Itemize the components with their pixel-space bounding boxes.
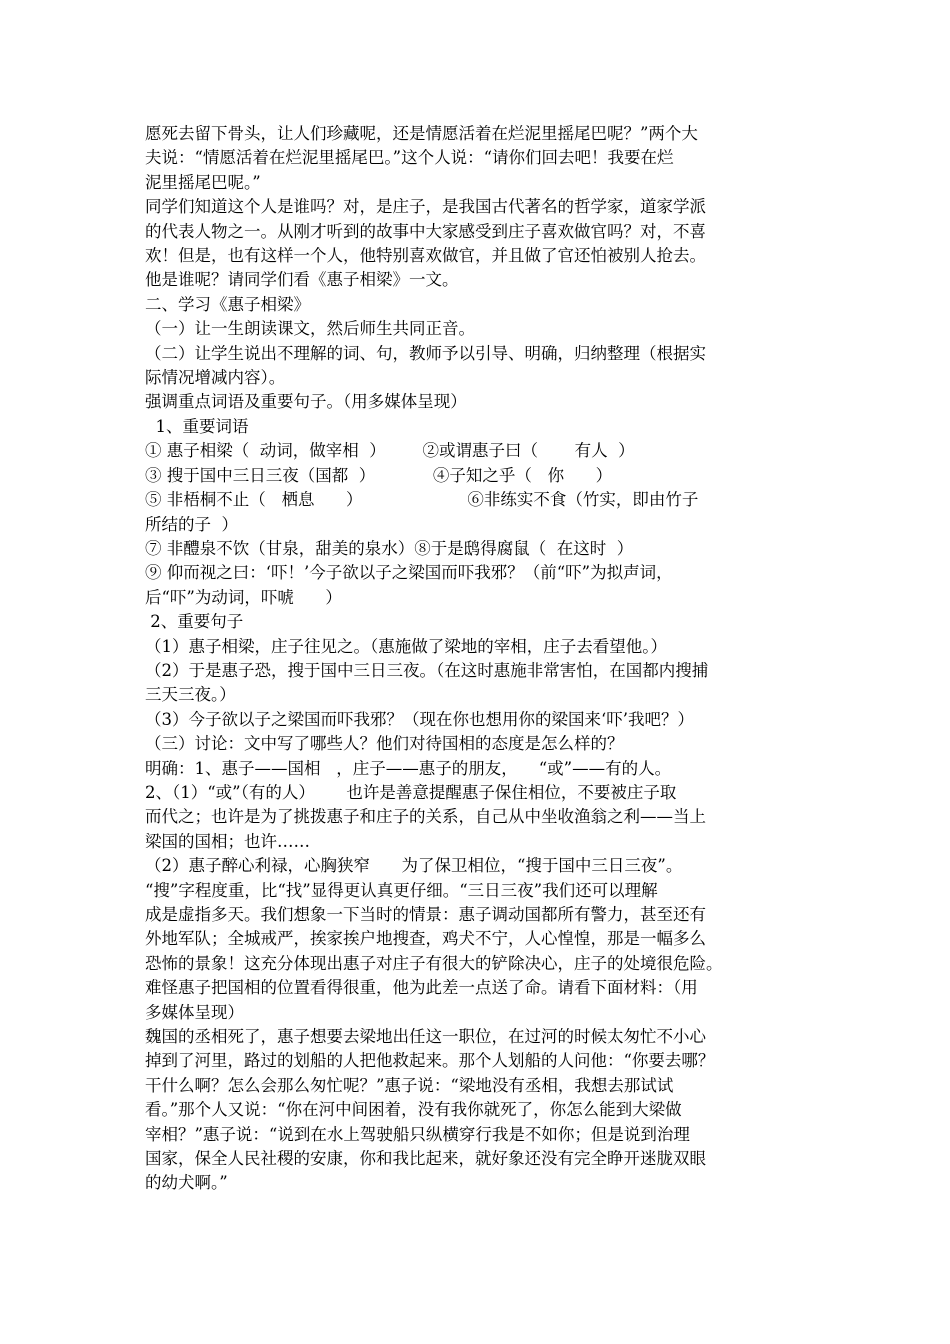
document-body [145,122,810,1196]
text-line: 难怪惠子把国相的位置看得很重，他为此差一点送了命。请看下面材料：（用 [145,978,698,998]
text-line: 二、学习《惠子相梁》 [145,294,310,314]
text-line: （一）让一生朗读课文，然后师生共同正音。 [145,319,475,339]
text-line: 多媒体呈现） [145,1002,244,1022]
text-line: 成是虚指多天。我们想象一下当时的情景：惠子调动国都所有警力，甚至还有 [145,905,706,924]
text-line: 夫说：“情愿活着在烂泥里摇尾巴。”这个人说：“请你们回去吧！我要在烂 [145,148,674,168]
text-line: 际情况增减内容）。 [145,368,286,388]
text-line: ⑤ 非梧桐不止（ 栖息 ） ⑥非练实不食（竹实，即由竹子 [145,490,699,510]
text-line: 他是谁呢？请同学们看《惠子相梁》一文。 [145,270,459,290]
text-line: （1）惠子相梁，庄子往见之。（惠施做了梁地的宰相，庄子去看望他。） [145,636,667,656]
text-line: （2）惠子醉心利禄，心胸狭窄 为了保卫相位，“搜于国中三日三夜”。 [145,856,683,876]
text-line: 1、重要词语 [145,416,249,436]
text-line: 欢！但是，也有这样一个人，他特别喜欢做官，并且做了官还怕被别人抢去。 [145,246,706,266]
text-line: （3）今子欲以子之梁国而吓我邪？（现在你也想用你的梁国来‘吓’我吧？） [145,709,694,729]
text-line: 2、（1）“或”（有的人） 也许是善意提醒惠子保住相位，不要被庄子取 [145,782,677,802]
text-line: ③ 搜于国中三日三夜（国都 ） ④子知之乎（ 你 ） [145,465,613,485]
text-line: 三天三夜。） [145,685,236,705]
text-line: ① 惠子相梁（ 动词，做宰相 ） ②或谓惠子曰（ 有人 ） [145,441,635,461]
text-line: 国家，保全人民社稷的安康，你和我比起来，就好象还没有完全睁开迷胧双眼 [145,1149,706,1169]
text-line: 明确：1、惠子——国相 ，庄子——惠子的朋友， “或”——有的人。 [145,758,672,778]
text-line: 干什么啊？怎么会那么匆忙呢？”惠子说：“梁地没有丞相，我想去那试试 [145,1075,674,1095]
text-line: 的幼犬啊。” [145,1173,228,1193]
text-line: 泥里摇尾巴呢。” [145,172,261,192]
text-line: ⑨ 仰而视之曰：‘吓！’今子欲以子之梁国而吓我邪？（前“吓”为拟声词， [145,563,673,583]
text-line: 宰相？”惠子说：“说到在水上驾驶船只纵横穿行我是不如你；但是说到治理 [145,1124,690,1144]
text-line: （三）讨论：文中写了哪些人？他们对待国相的态度是怎么样的？ [145,734,624,754]
text-line: 所结的子 ） [145,514,238,534]
text-line: 魏国的丞相死了，惠子想要去梁地出任这一职位，在过河的时候太匆忙不小心 [145,1027,706,1047]
text-line: “搜”字程度重，比“找”显得更认真更仔细。“三日三夜”我们还可以理解 [145,880,658,900]
text-line: 外地军队；全城戒严，挨家挨户地搜查，鸡犬不宁，人心惶惶，那是一幅多么 [145,929,706,949]
text-line: 看。”那个人又说：“你在河中间困着，没有我你就死了，你怎么能到大梁做 [145,1100,682,1120]
text-line: 后“吓”为动词，吓唬 ） [145,587,342,607]
text-line: 同学们知道这个人是谁吗？对，是庄子，是我国古代著名的哲学家，道家学派 [145,197,706,217]
text-line: 梁国的国相；也许…… [145,831,310,851]
text-line: 的代表人物之一。从刚才听到的故事中大家感受到庄子喜欢做官吗？对，不喜 [145,221,706,241]
text-line: 掉到了河里，路过的划船的人把他救起来。那个人划船的人问他：“你要去哪？ [145,1051,715,1071]
text-line: 而代之；也许是为了挑拨惠子和庄子的关系，自己从中坐收渔翁之利——当上 [145,807,706,827]
text-line: 2、重要句子 [145,612,244,632]
text-line: （2）于是惠子恐，搜于国中三日三夜。（在这时惠施非常害怕，在国都内搜捕 [145,660,709,680]
text-line: （二）让学生说出不理解的词、句，教师予以引导、明确，归纳整理（根据实 [145,343,706,363]
text-line: 强调重点词语及重要句子。（用多媒体呈现） [145,392,467,412]
text-line: 恐怖的景象！这充分体现出惠子对庄子有很大的铲除决心，庄子的处境很危险。 [145,953,723,973]
text-line: 愿死去留下骨头，让人们珍藏呢，还是情愿活着在烂泥里摇尾巴呢？”两个大 [145,124,698,143]
text-line: ⑦ 非醴泉不饮（甘泉，甜美的泉水）⑧于是鸱得腐鼠（ 在这时 ） [145,538,634,558]
